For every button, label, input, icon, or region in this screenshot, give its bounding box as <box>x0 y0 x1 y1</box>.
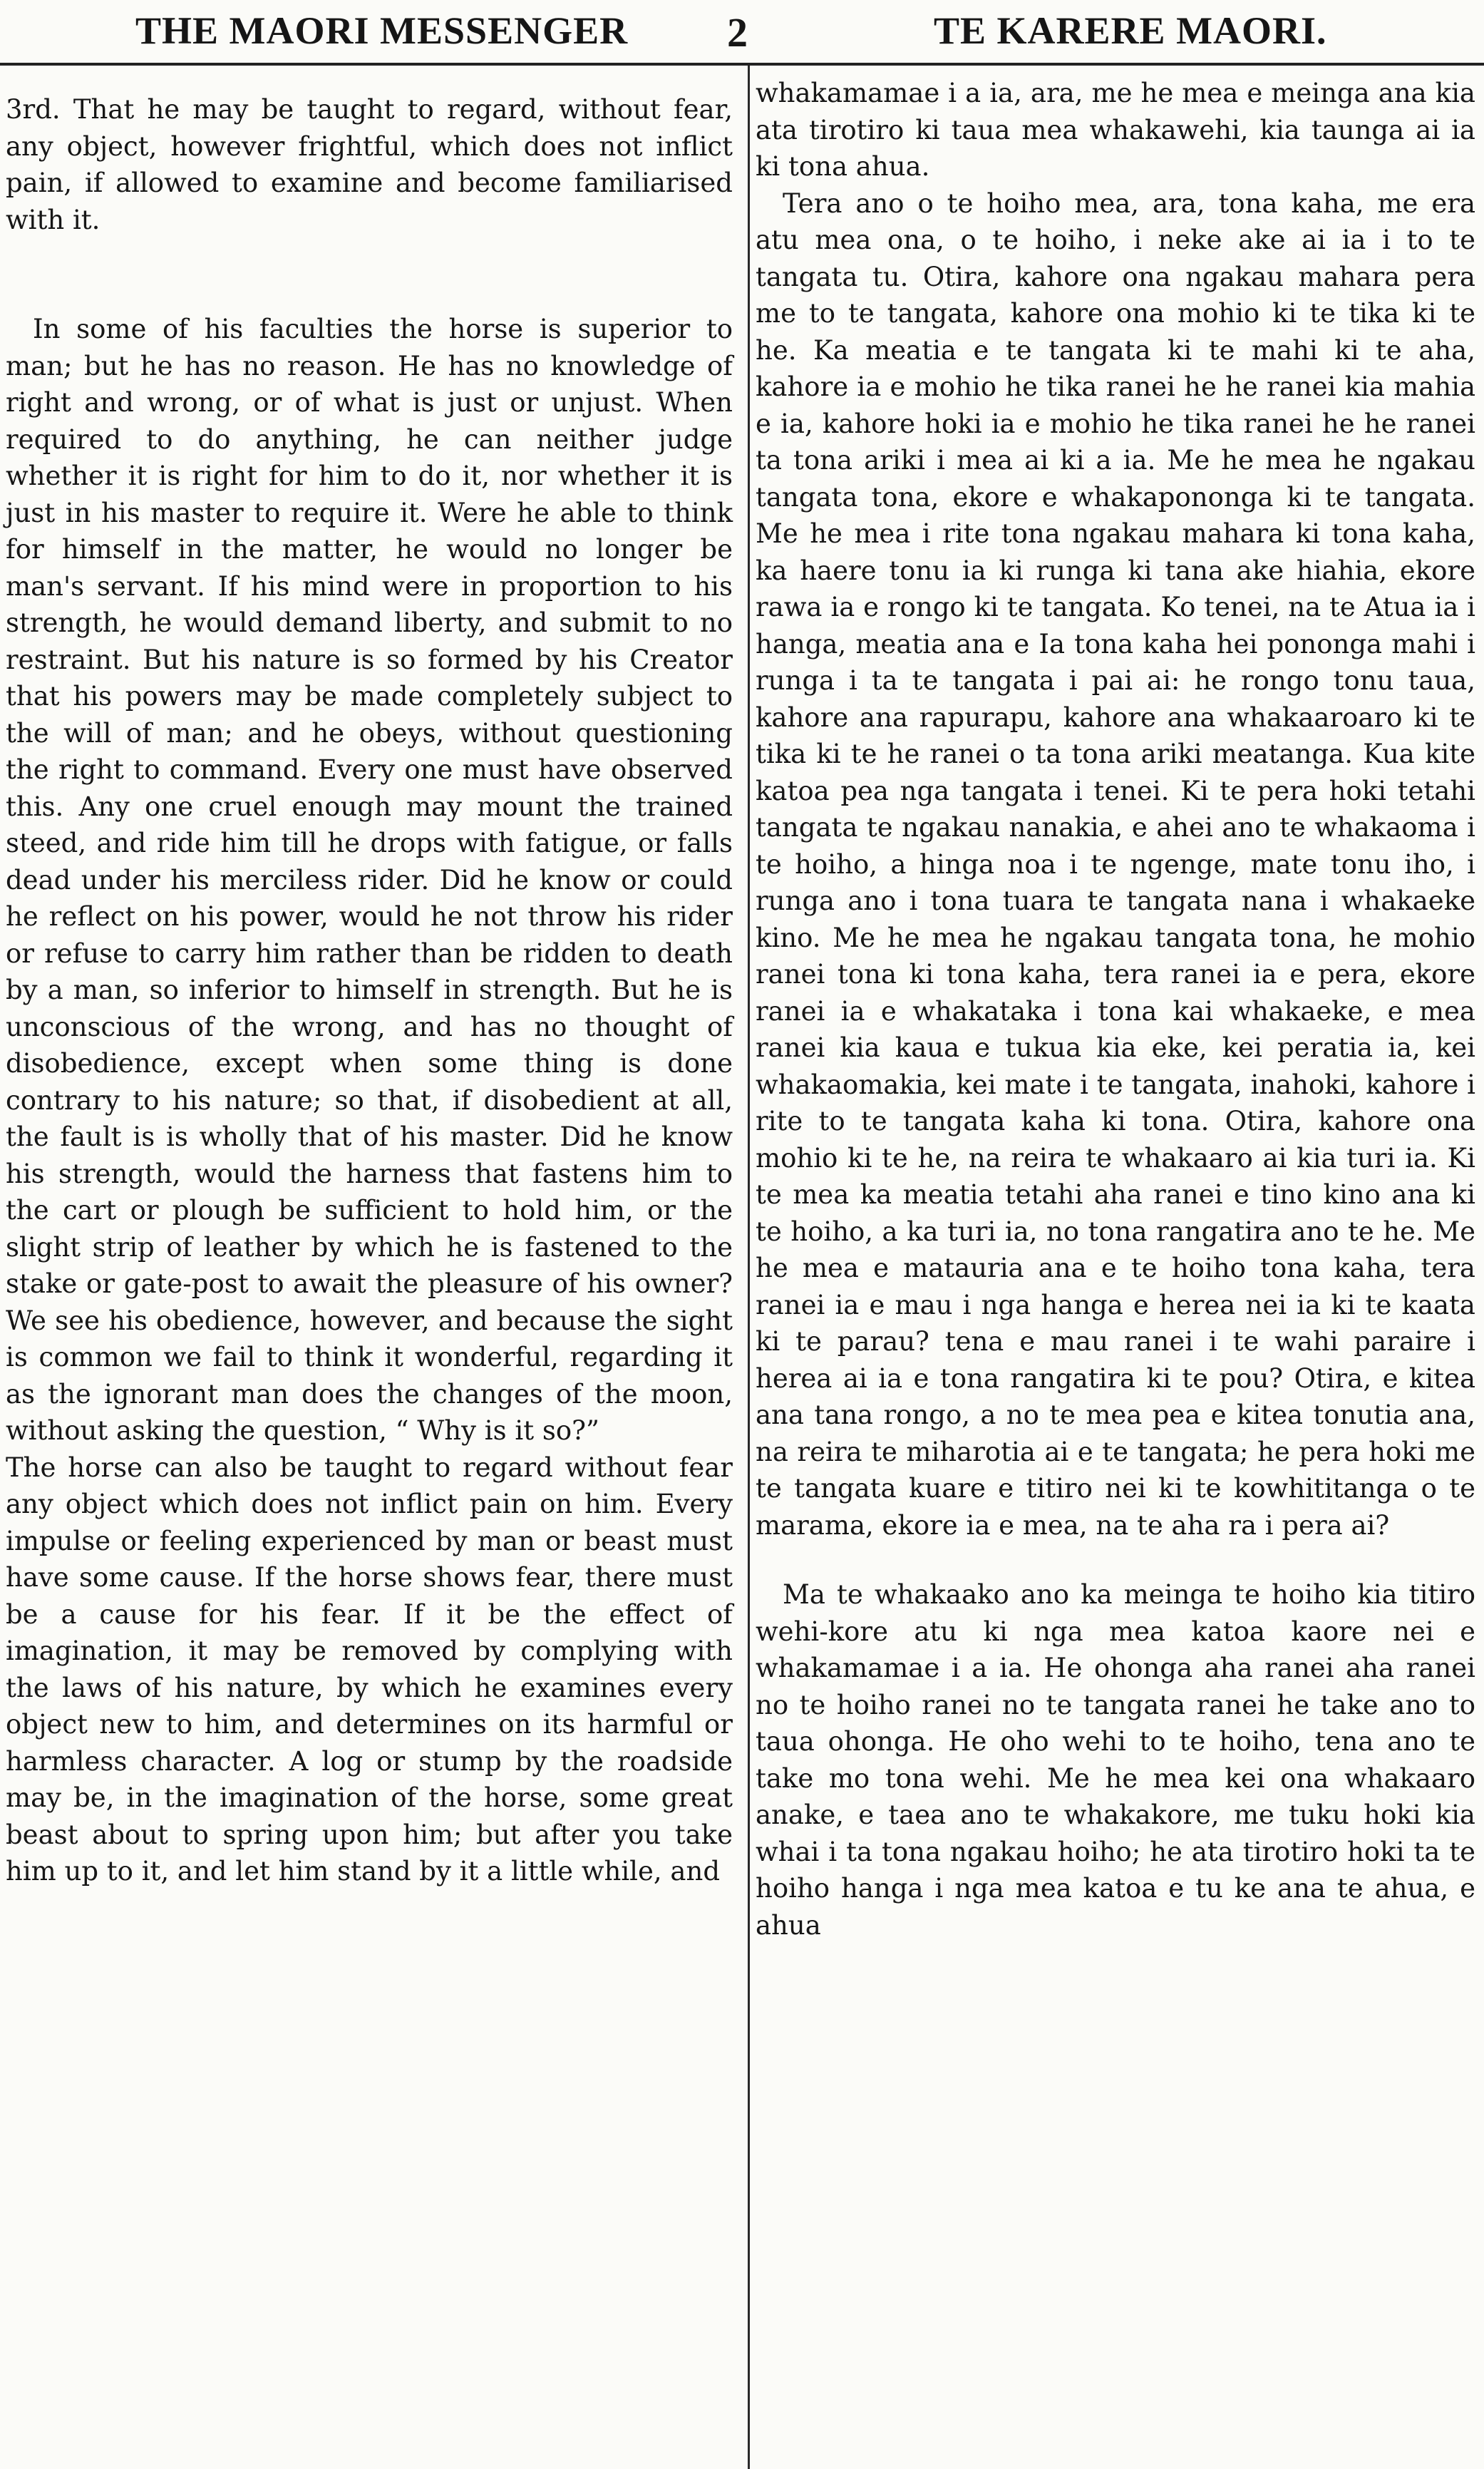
paragraph-third-point: 3rd. That he may be taught to regard, without fear, any object, however frightful, which does not inflict pain, if allowed to examine and become familiarised with it. <box>6 94 733 235</box>
maori-column <box>756 75 1475 1944</box>
masthead-title-maori: TE KARERE MAORI. <box>934 9 1327 52</box>
paragraph-horse-faculties: In some of his faculties the horse is superior to man; but he has no reason. He has no knowledge of right and wrong, or of what is just or unjust. When required to do anything, he can neither judge whether it is right for him to do it, nor whether it is just in his master to require it. Were he able to think for himself in the matter, he would no longer be man's servant. If his mind were in proportion to his strength, he would demand liberty, and submit to no restraint. But his nature is so formed by his Creator that his powers may be made completely subject to the will of man; and he obeys, without questioning the right to command. Every one must have observed this. Any one cruel enough may mount the trained steed, and ride him till he drops with fatigue, or falls dead under his merciless rider. Did he know or could he reflect on his power, would he not throw his rider or refuse to carry him rather than be ridden to death by a man, so inferior to himself in strength. But he is unconscious of the wrong, and has no thought of disobedience, except when some thing is done contrary to his nature; so that, if disobedient at all, the fault is is wholly that of his master. Did he know his strength, would the harness that fastens him to the cart or plough be sufficient to hold him, or the slight strip of leather by which he is fastened to the stake or gate-post to await the pleasure of his owner? We see his obedience, however, and because the sight is common we fail to think it wonderful, regarding it as the ignorant man does the changes of the moon, without asking the question, “ Why is it so?” <box>6 314 733 1446</box>
paragraph-continuation: whakamamae i a ia, ara, me he mea e meinga ana kia ata tirotiro ki taua mea whakawehi, kia taunga ai ia ki tona ahua. <box>756 78 1475 182</box>
paragraph-hoiho-kaha: Tera ano o te hoiho mea, ara, tona kaha, me era atu mea ona, o te hoiho, i neke ake ai ia i to te tangata tu. Otira, kahore ona ngakau mahara pera me to te tangata, kahore ona mohio ki te tika ki te he. Ka meatia e te tangata ki te mahi ki te aha, kahore ia e mohio he tika ranei he he ranei kia mahia e ia, kahore hoki ia e mohio he tika ranei he he ranei ta tona ariki i mea ai ki a ia. Me he mea he ngakau tangata tona, ekore e whakapononga ki te tangata. Me he mea i rite tona ngakau mahara ki tona kaha, ka haere tonu ia ki runga ki tana ake hiahia, ekore rawa ia e rongo ki te tangata. Ko tenei, na te Atua ia i hanga, meatia ana e Ia tona kaha hei pononga mahi i runga i ta te tangata i pai ai: he rongo tonu taua, kahore ana rapurapu, kahore ana whakaaroaro ki te tika ki te he ranei o ta tona ariki meatanga. Kua kite katoa pea nga tangata i tenei. Ki te pera hoki tetahi tangata te ngakau nanakia, e ahei ano te whakaoma i te hoiho, a hinga noa i te ngenge, mate tonu iho, i runga ano i tona tuara te tangata nana i whakaeke kino. Me he mea he ngakau tangata tona, he mohio ranei tona ki tona kaha, tera ranei ia e pera, ekore ranei ia e whakataka i tona kai whakaeke, e mea ranei kia kaua e tukua kia eke, kei peratia ia, kei whakaomakia, kei mate i te tangata, inahoki, kahore i rite to te tangata kaha ki tona. Otira, kahore ona mohio ki te he, na reira te whakaaro ai kia turi ia. Ki te mea ka meatia tetahi aha ranei e tino kino ana ki te hoiho, a ka turi ia, no tona rangatira ano te he. Me he mea e matauria ana e te hoiho tona kaha, tera ranei ia e mau i nga hanga e herea nei ia ki te kaata ki te parau? tena e mau ranei i te wahi paraire i herea ai ia e tona rangatira ki te pou? Otira, e kitea ana tana rongo, a no te mea pea e kitea tonutia ana, na reira te miharotia ai e te tangata; he pera hoki me te tangata kuare e titiro nei ki te kowhititanga o te marama, ekore ia e mea, na te aha ra i pera ai? <box>756 188 1475 1541</box>
column-divider <box>748 66 750 2469</box>
masthead-rule <box>0 63 1484 66</box>
paragraph-whakaako: Ma te whakaako ano ka meinga te hoiho kia titiro wehi-kore atu ki nga mea katoa kaore nei e whakamamae i a ia. He ohonga aha ranei aha ranei no te hoiho ranei no te tangata ranei he take ano to taua ohonga. He oho wehi to te hoiho, tena ano te take mo tona wehi. Me he mea kei ona whakaaro anake, e taea ano te whakakore, me tuku hoki kia whai i ta tona ngakau hoiho; he ata tirotiro hoki ta te hoiho hanga i nga mea katoa e tu ke ana te ahua, e ahua <box>756 1579 1475 1941</box>
paragraph-gap <box>6 238 733 311</box>
masthead <box>0 0 1484 71</box>
english-column <box>6 91 733 1890</box>
paragraph-horse-fear: The horse can also be taught to regard without fear any object which does not inflict pain on him. Every impulse or feeling experienced by man or beast must have some cause. If the horse shows fear, there must be a cause for his fear. If it be the effect of imagination, it may be removed by complying with the laws of his nature, by which he examines every object new to him, and determines on its harmful or harmless character. A log or stump by the roadside may be, in the imagination of the horse, some great beast about to spring upon him; but after you take him up to it, and let him stand by it a little while, and <box>6 1452 733 1887</box>
masthead-title-english: THE MAORI MESSENGER <box>135 9 629 52</box>
page-number: 2 <box>727 9 748 56</box>
paragraph-gap <box>756 1544 1475 1576</box>
